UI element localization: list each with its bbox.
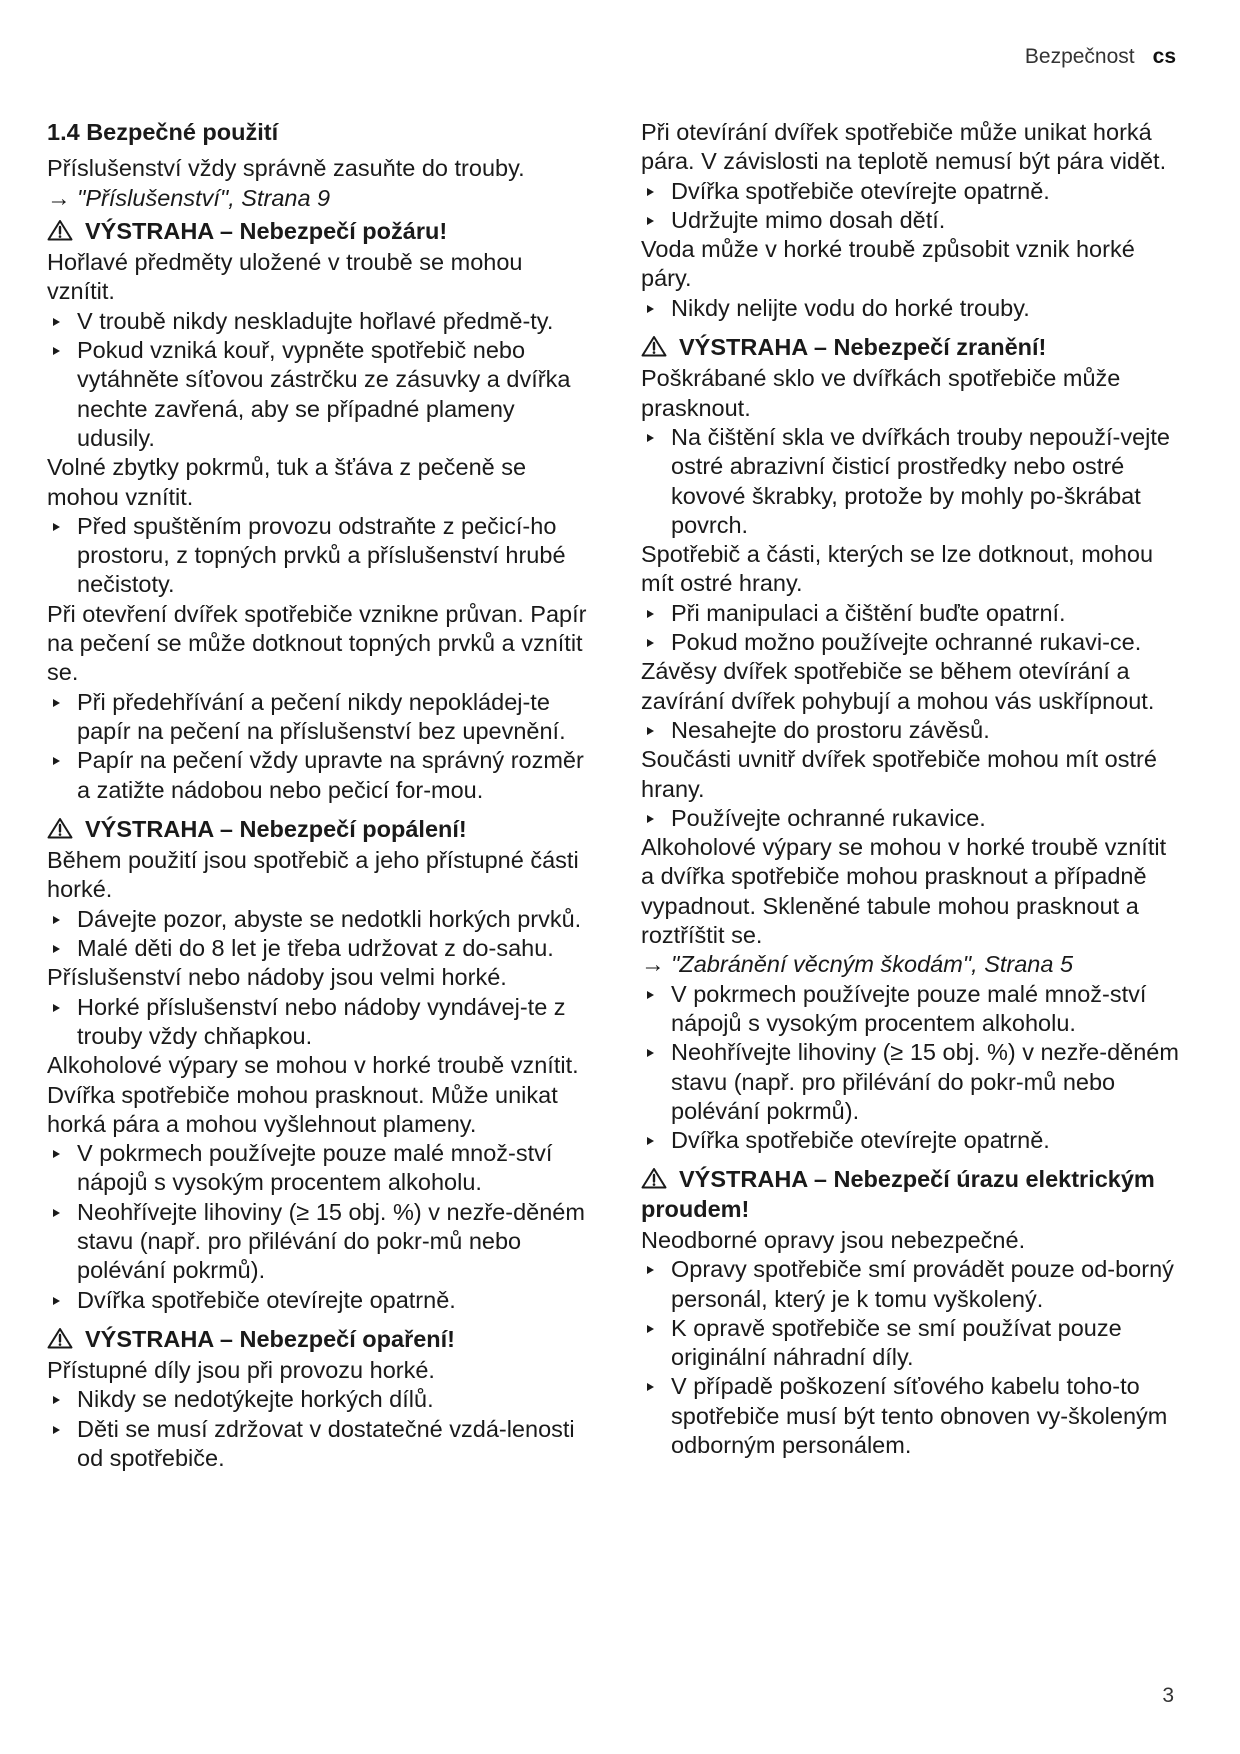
bullet-item: Při manipulaci a čištění buďte opatrní. [641,599,1181,628]
bullet-item: Pokud možno používejte ochranné rukavi-ce. [641,628,1181,657]
arrow-icon: → [641,951,672,978]
right-column [641,118,1181,1460]
warning-title: VÝSTRAHA – Nebezpečí úrazu elektrickým proudem! [641,1166,1155,1222]
paragraph: Alkoholové výpary se mohou v horké troubě vznítit a dvířka spotřebiče mohou prasknout a případně vypadnout. Skleněné tabule mohou prasknout a roztříštit se. [641,834,1167,949]
bullet-item: Nesahejte do prostoru závěsů. [641,716,1181,745]
section-heading: 1.4 Bezpečné použití [47,119,279,145]
bullet-item: V případě poškození síťového kabelu toho-to spotřebiče musí být tento obnoven vy-školeným odborným personálem. [641,1372,1181,1460]
paragraph: Během použití jsou spotřebič a jeho přístupné části horké. [47,847,579,903]
warning-triangle-icon [47,219,73,241]
bullet-item: Horké příslušenství nebo nádoby vyndávej-te z trouby vždy chňapkou. [47,993,587,1052]
header-section: Bezpečnost [1024,45,1135,68]
warning-triangle-icon [47,1327,73,1349]
paragraph: Součásti uvnitř dvířek spotřebiče mohou mít ostré hrany. [641,746,1157,802]
paragraph: Příslušenství vždy správně zasuňte do trouby. [47,155,525,182]
bullet-item: V pokrmech používejte pouze malé množ-ství nápojů s vysokým procentem alkoholu. [47,1139,587,1198]
bullet-item: Pokud vzniká kouř, vypněte spotřebič nebo vytáhněte síťovou zástrčku ze zásuvky a dvířka nechte zavřená, aby se případné plameny udusily. [47,336,587,453]
bullet-item: Před spuštěním provozu odstraňte z pečicí-ho prostoru, z topných prvků a příslušenství hrubé nečistoty. [47,512,587,600]
warning-heading [641,1165,1181,1224]
warning-heading [47,1325,587,1354]
left-column [47,118,587,1473]
bullet-item: Opravy spotřebiče smí provádět pouze od-borný personál, který je k tomu vyškolený. [641,1255,1181,1314]
bullet-item: Papír na pečení vždy upravte na správný rozměr a zatižte nádobou nebo pečicí for-mou. [47,746,587,805]
paragraph: Neodborné opravy jsou nebezpečné. [641,1226,1026,1253]
cross-reference-text: "Příslušenství", Strana 9 [77,184,331,211]
bullet-item: K opravě spotřebiče se smí používat pouze originální náhradní díly. [641,1314,1181,1373]
header-language: cs [1152,45,1176,68]
warning-triangle-icon [47,817,73,839]
warning-triangle-icon [641,335,667,357]
bullet-item: Dvířka spotřebiče otevírejte opatrně. [641,1126,1181,1155]
paragraph: Alkoholové výpary se mohou v horké troubě vznítit. Dvířka spotřebiče mohou prasknout. Může unikat horká pára a mohou vyšlehnout plameny. [47,1052,579,1137]
paragraph: Při otevírání dvířek spotřebiče může unikat horká pára. V závislosti na teplotě nemusí být pára vidět. [641,119,1167,175]
paragraph: Volné zbytky pokrmů, tuk a šťáva z pečeně se mohou vznítit. [47,454,527,510]
cross-reference [641,950,1181,979]
running-header [1025,45,1176,69]
bullet-item: Dvířka spotřebiče otevírejte opatrně. [47,1286,587,1315]
bullet-item: Udržujte mimo dosah dětí. [641,206,1181,235]
warning-heading [47,815,587,844]
warning-title: VÝSTRAHA – Nebezpečí zranění! [679,334,1047,361]
cross-reference-text: "Zabránění věcným škodám", Strana 5 [671,951,1074,978]
paragraph: Příslušenství nebo nádoby jsou velmi horké. [47,964,507,991]
paragraph: Závěsy dvířek spotřebiče se během otevírání a zavírání dvířek pohybují a mohou vás uskřípnout. [641,658,1155,714]
bullet-item: Děti se musí zdržovat v dostatečné vzdá-lenosti od spotřebiče. [47,1415,587,1474]
page-number: 3 [1162,1684,1174,1707]
bullet-item: Používejte ochranné rukavice. [641,804,1181,833]
paragraph: Přístupné díly jsou při provozu horké. [47,1357,435,1384]
cross-reference [47,184,587,213]
paragraph: Při otevření dvířek spotřebiče vznikne průvan. Papír na pečení se může dotknout topných prvků a vznítit se. [47,600,587,686]
bullet-item: Na čištění skla ve dvířkách trouby nepouží-vejte ostré abrazivní čisticí prostředky nebo ostré kovové škrabky, protože by mohly po-škrábat povrch. [641,423,1181,540]
warning-title: VÝSTRAHA – Nebezpečí popálení! [85,815,467,842]
bullet-item: Malé děti do 8 let je třeba udržovat z do-sahu. [47,934,587,963]
warning-title: VÝSTRAHA – Nebezpečí požáru! [85,217,448,244]
paragraph: Voda může v horké troubě způsobit vznik horké páry. [641,236,1135,292]
bullet-item: Dávejte pozor, abyste se nedotkli horkých prvků. [47,905,587,934]
bullet-item: Nikdy se nedotýkejte horkých dílů. [47,1385,587,1414]
paragraph: Poškrábané sklo ve dvířkách spotřebiče může prasknout. [641,365,1121,421]
warning-triangle-icon [641,1167,667,1189]
arrow-icon: → [47,184,78,211]
warning-heading [47,217,587,246]
paragraph: Spotřebič a části, kterých se lze dotknout, mohou mít ostré hrany. [641,541,1154,597]
bullet-item: Nikdy nelijte vodu do horké trouby. [641,294,1181,323]
paragraph: Hořlavé předměty uložené v troubě se mohou vznítit. [47,249,523,305]
bullet-item: Dvířka spotřebiče otevírejte opatrně. [641,177,1181,206]
bullet-item: V troubě nikdy neskladujte hořlavé předmě-ty. [47,307,587,336]
bullet-item: Neohřívejte lihoviny (≥ 15 obj. %) v nezře-děném stavu (např. pro přilévání do pokr-mů nebo polévání pokrmů). [641,1038,1181,1126]
warning-title: VÝSTRAHA – Nebezpečí opaření! [85,1325,455,1352]
bullet-item: Neohřívejte lihoviny (≥ 15 obj. %) v nezře-děném stavu (např. pro přilévání do pokr-mů nebo polévání pokrmů). [47,1198,587,1286]
bullet-item: Při předehřívání a pečení nikdy nepokládej-te papír na pečení na příslušenství bez upevnění. [47,688,587,747]
warning-heading [641,333,1181,362]
bullet-item: V pokrmech používejte pouze malé množ-ství nápojů s vysokým procentem alkoholu. [641,980,1181,1039]
